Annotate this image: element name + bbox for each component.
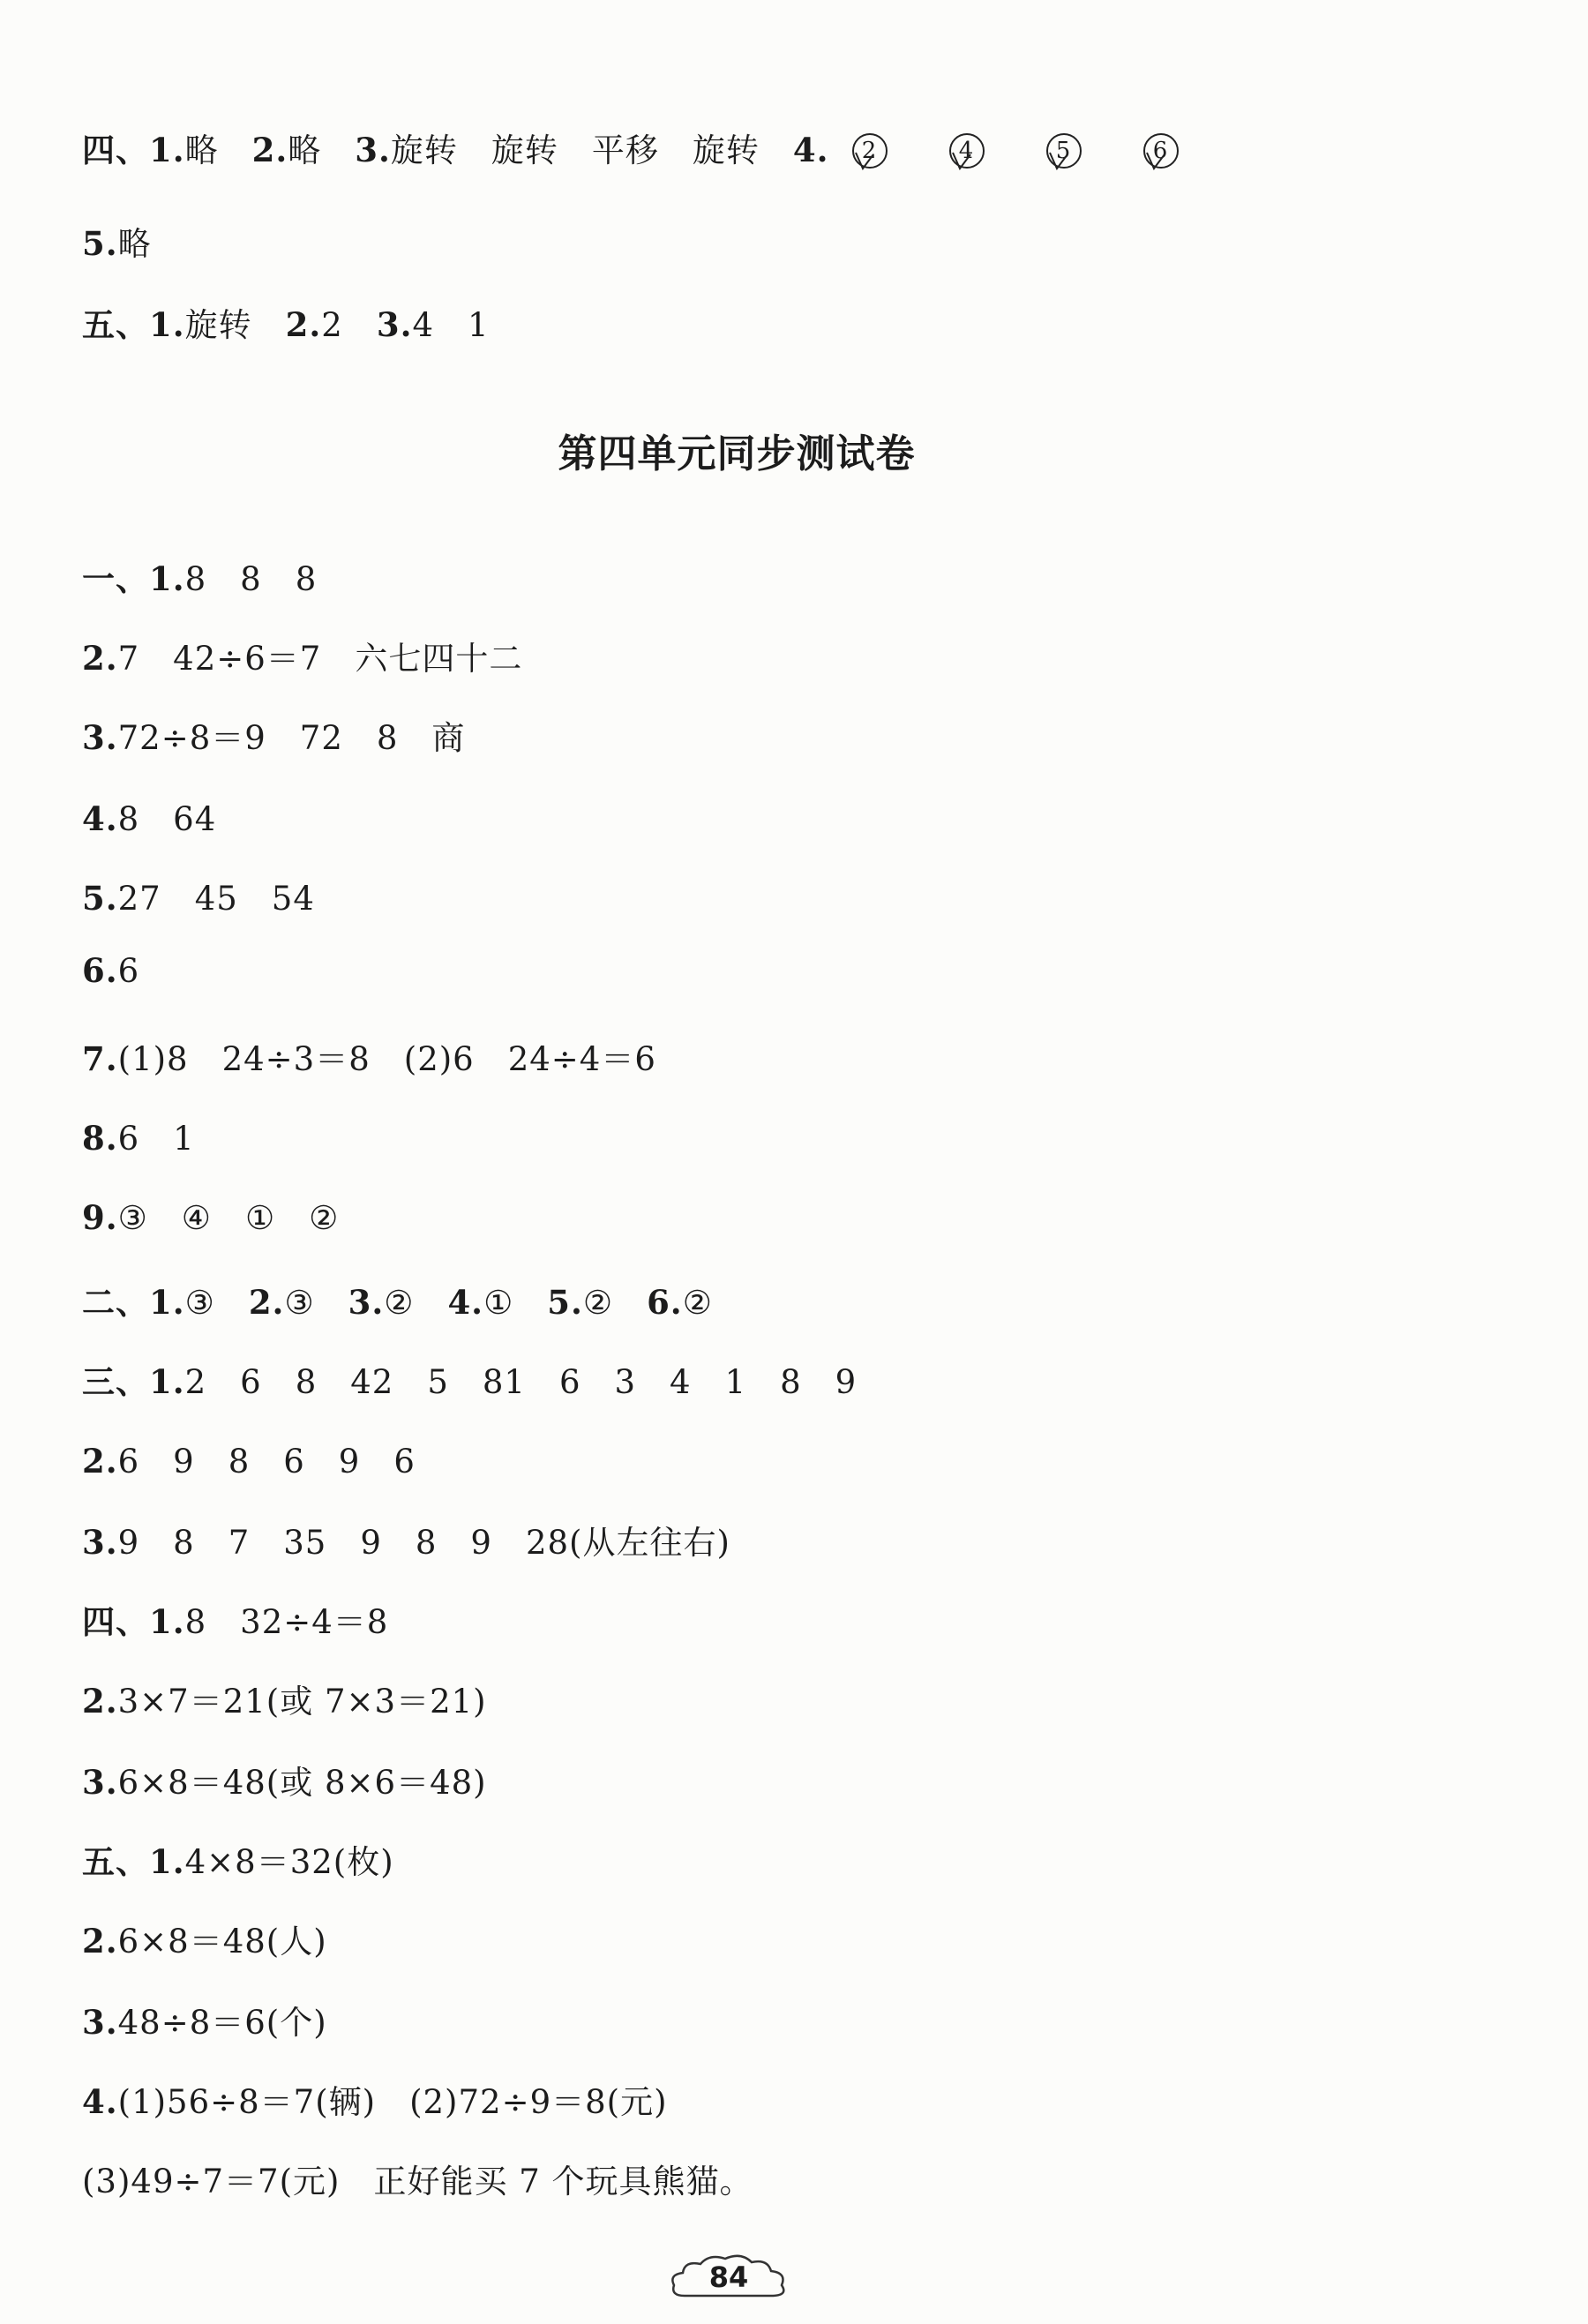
answer-line — [82, 1112, 195, 1159]
arrow-tail-icon — [1145, 149, 1166, 172]
answer-text: 4 1 — [412, 306, 490, 344]
item-label: 1. — [149, 305, 185, 344]
item-label: 1. — [149, 131, 185, 169]
item-label: 4. — [82, 2082, 118, 2121]
item-label: 3. — [355, 131, 391, 169]
item-label: 5. — [82, 879, 118, 918]
item-label: 一、1. — [82, 559, 185, 598]
answer-text: 旋转 — [390, 131, 458, 169]
answer-text: 6 9 8 6 9 6 — [117, 1443, 416, 1481]
answer-text: (1)56÷8＝7(辆) (2)72÷9＝8(元) — [117, 2083, 668, 2121]
answer-line — [82, 1435, 416, 1482]
circled-number — [1143, 131, 1179, 171]
answer-text: 8 32÷4＝8 — [184, 1603, 389, 1641]
answer-text: 3×7＝21(或 7×3＝21) — [117, 1683, 487, 1721]
answer-line — [82, 1915, 327, 1962]
answer-text: ① — [483, 1284, 514, 1322]
answer-text: 8 8 8 — [184, 560, 318, 598]
answer-line — [82, 552, 317, 600]
answer-text: ② — [682, 1284, 713, 1322]
answer-text: 7 42÷6＝7 六七四十二 — [117, 640, 523, 678]
circled-digit: 6 — [1143, 133, 1179, 169]
answer-text: (3)49÷7＝7(元) 正好能买 7 个玩具熊猫。 — [82, 2163, 753, 2200]
answer-text: 旋转 — [692, 131, 760, 169]
answer-line — [82, 1835, 394, 1883]
arrow-tail-icon — [951, 149, 972, 172]
answer-text: 6 1 — [117, 1120, 195, 1158]
item-label: 2. — [82, 1442, 118, 1481]
answer-line — [82, 711, 465, 759]
section-number: 四、 — [82, 131, 149, 169]
answer-text: 72÷8＝9 72 8 商 — [117, 719, 466, 757]
answer-row-4 — [82, 124, 1179, 171]
item-label: 2. — [285, 305, 322, 344]
answer-line — [82, 1032, 656, 1080]
arrow-tail-icon — [854, 149, 875, 172]
answer-text: 2 6 8 42 5 81 6 3 4 1 8 9 — [184, 1363, 858, 1401]
item-label: 2. — [82, 639, 118, 678]
item-label: 3. — [376, 305, 413, 344]
item-label: 4. — [792, 131, 829, 169]
item-label: 三、1. — [82, 1362, 185, 1401]
answer-row-5 — [82, 217, 152, 265]
answer-text: ② — [582, 1284, 614, 1322]
item-label: 2. — [82, 1922, 118, 1960]
answer-line — [82, 1756, 487, 1803]
item-label: 1. — [149, 1283, 185, 1322]
answer-text: 48÷8＝6(个) — [117, 2004, 327, 2042]
answer-line — [82, 951, 139, 990]
answer-text: 9 8 7 35 9 8 9 28(从左往右) — [117, 1524, 730, 1562]
item-label: 四、1. — [82, 1602, 185, 1641]
page-number-badge — [667, 2252, 790, 2305]
item-label: 5. — [82, 224, 118, 263]
circled-number — [852, 131, 888, 171]
item-label: 3. — [82, 1763, 118, 1802]
answer-text: 旋转 — [184, 306, 252, 344]
answer-text: 6×8＝48(或 8×6＝48) — [117, 1764, 487, 1802]
answer-line — [82, 2155, 753, 2202]
section-number: 五、 — [82, 305, 149, 344]
answer-line — [82, 632, 522, 679]
answer-line — [82, 1996, 327, 2043]
answer-text: ② — [384, 1284, 415, 1322]
answer-text: 2 — [321, 306, 343, 344]
answer-line — [82, 1675, 487, 1722]
answer-text: 6×8＝48(人) — [117, 1923, 327, 1960]
answer-text: 略 — [288, 131, 322, 169]
answer-text: 略 — [184, 131, 219, 169]
item-label: 4. — [447, 1283, 484, 1322]
arrow-tail-icon — [1048, 149, 1069, 172]
item-label: 3. — [82, 718, 118, 757]
answer-line — [82, 1191, 339, 1239]
item-label: 8. — [82, 1119, 118, 1158]
item-label: 6. — [647, 1283, 683, 1322]
circled-digit: 4 — [949, 133, 985, 169]
answer-text: 8 64 — [117, 800, 217, 838]
circled-number — [1046, 131, 1082, 171]
answer-row-section-2 — [82, 1276, 713, 1323]
answer-line — [82, 792, 216, 840]
item-label: 五、1. — [82, 1842, 185, 1881]
answer-line — [82, 1595, 388, 1643]
page-number: 84 — [708, 2260, 749, 2294]
answer-text: 旋转 — [491, 131, 558, 169]
circled-digit: 5 — [1046, 133, 1082, 169]
item-label: 5. — [547, 1283, 583, 1322]
section-number: 二、 — [82, 1283, 149, 1322]
answer-line — [82, 2075, 668, 2123]
answer-text: 略 — [117, 225, 152, 263]
item-label: 3. — [348, 1283, 385, 1322]
answer-line — [82, 1516, 730, 1563]
item-label: 2. — [248, 1283, 285, 1322]
answer-text: 4×8＝32(枚) — [184, 1843, 394, 1881]
answer-line — [82, 1355, 857, 1403]
item-label: 6. — [82, 951, 118, 990]
item-label: 7. — [82, 1039, 118, 1078]
item-label: 3. — [82, 1523, 118, 1562]
circled-digit: 2 — [852, 133, 888, 169]
answer-row-section-5 — [82, 298, 490, 346]
answer-text: 27 45 54 — [117, 880, 315, 918]
item-label: 2. — [82, 1682, 118, 1721]
answer-text: (1)8 24÷3＝8 (2)6 24÷4＝6 — [117, 1040, 656, 1078]
item-label: 3. — [82, 2003, 118, 2042]
answer-line — [82, 872, 315, 919]
item-label: 2. — [251, 131, 288, 169]
answer-text: 平移 — [591, 131, 659, 169]
item-label: 4. — [82, 799, 118, 838]
answer-text: ③ — [284, 1284, 315, 1322]
item-label: 9. — [82, 1198, 118, 1237]
page-title: 第四单元同步测试卷 — [558, 431, 916, 476]
answer-text: ③ — [184, 1284, 215, 1322]
answer-text: 6 — [117, 952, 140, 990]
answer-text: ③ ④ ① ② — [117, 1199, 340, 1237]
circled-number — [949, 131, 985, 171]
